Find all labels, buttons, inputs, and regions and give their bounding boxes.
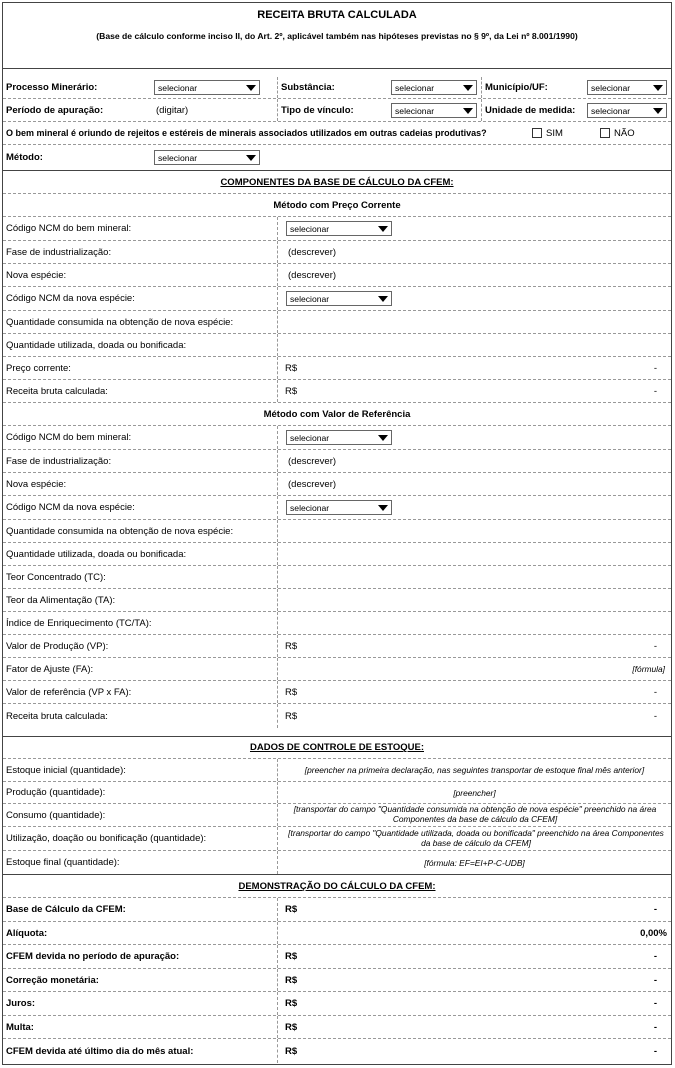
vr-teor-tc-row bbox=[3, 566, 671, 589]
vr-indice-label: Índice de Enriquecimento (TC/TA): bbox=[6, 617, 152, 629]
juros-currency: R$ bbox=[285, 998, 298, 1009]
cfem-atual-currency: R$ bbox=[285, 1045, 298, 1057]
pc-ncm-nova-row bbox=[3, 287, 671, 311]
chevron-down-icon bbox=[378, 435, 388, 441]
preco-corrente-heading: Método com Preço Corrente bbox=[273, 199, 401, 211]
estoque-producao-row bbox=[3, 782, 671, 804]
pc-ncm-nova-dropdown-value: selecionar bbox=[290, 293, 330, 304]
vr-fa-label: Fator de Ajuste (FA): bbox=[6, 663, 94, 675]
pc-ncm-label: Código NCM do bem mineral: bbox=[6, 223, 132, 234]
vr-nova-especie-row bbox=[3, 473, 671, 496]
vr-receita-value: - bbox=[653, 710, 657, 722]
pc-qtd-consumida-row bbox=[3, 311, 671, 334]
chevron-down-icon bbox=[378, 296, 388, 302]
chevron-down-icon bbox=[463, 85, 473, 91]
nao-option[interactable] bbox=[597, 122, 635, 144]
vr-ncm-dropdown-value: selecionar bbox=[290, 432, 330, 443]
cfem-devida-currency: R$ bbox=[285, 951, 298, 962]
juros-row bbox=[3, 992, 671, 1016]
estoque-consumo-label: Consumo (quantidade): bbox=[6, 809, 106, 821]
tipo-vinculo-dropdown[interactable] bbox=[391, 103, 477, 118]
pc-fase-row bbox=[3, 241, 671, 264]
vr-teor-ta-label: Teor da Alimentação (TA): bbox=[6, 594, 116, 606]
vr-vr-currency: R$ bbox=[285, 686, 298, 698]
vr-ncm-row bbox=[3, 426, 671, 450]
estoque-inicial-row bbox=[3, 759, 671, 782]
pc-receita-value: - bbox=[653, 385, 657, 397]
pc-ncm-dropdown[interactable] bbox=[286, 221, 392, 236]
metodo-dropdown-value: selecionar bbox=[158, 152, 198, 163]
processo-label: Processo Minerário: bbox=[6, 82, 98, 93]
chevron-down-icon bbox=[378, 226, 388, 232]
vr-receita-label: Receita bruta calculada: bbox=[6, 710, 108, 722]
estoque-utilizacao-row bbox=[3, 827, 671, 851]
identification-row-3 bbox=[3, 122, 671, 145]
vr-receita-currency: R$ bbox=[285, 710, 298, 722]
periodo-input[interactable]: (digitar) bbox=[156, 104, 189, 116]
estoque-heading-row bbox=[3, 737, 671, 759]
vr-fase-row bbox=[3, 450, 671, 473]
vr-ncm-dropdown[interactable] bbox=[286, 430, 392, 445]
pc-preco-label: Preço corrente: bbox=[6, 362, 71, 374]
vr-qtd-utilizada-row bbox=[3, 543, 671, 566]
identification-row-1 bbox=[3, 77, 671, 99]
unidade-dropdown-value: selecionar bbox=[591, 105, 631, 116]
vr-qtd-utilizada-label: Quantidade utilizada, doada ou bonificada: bbox=[6, 548, 187, 560]
chevron-down-icon bbox=[653, 85, 663, 91]
chevron-down-icon bbox=[246, 155, 256, 161]
correcao-value: - bbox=[653, 974, 657, 986]
pc-preco-row bbox=[3, 357, 671, 380]
chevron-down-icon bbox=[463, 108, 473, 114]
cfem-atual-value: - bbox=[653, 1045, 657, 1057]
unidade-dropdown[interactable] bbox=[587, 103, 667, 118]
substancia-label: Substância: bbox=[281, 82, 335, 93]
estoque-final-value: [fórmula: EF=EI+P-C-UDB] bbox=[424, 857, 525, 868]
vr-fase-label: Fase de industrialização: bbox=[6, 455, 112, 467]
unidade-label: Unidade de medida: bbox=[485, 104, 576, 116]
page-title: RECEITA BRUTA CALCULADA bbox=[257, 9, 417, 21]
pc-nova-especie-label: Nova espécie: bbox=[6, 269, 67, 281]
correcao-row bbox=[3, 969, 671, 992]
municipio-dropdown[interactable] bbox=[587, 80, 667, 95]
vr-receita-row bbox=[3, 704, 671, 728]
vr-nova-especie-input[interactable]: (descrever) bbox=[288, 478, 337, 490]
juros-label: Juros: bbox=[6, 998, 36, 1009]
cfem-devida-row bbox=[3, 945, 671, 969]
valor-referencia-heading-row bbox=[3, 403, 671, 426]
multa-value: - bbox=[653, 1021, 657, 1033]
pc-fase-label: Fase de industrialização: bbox=[6, 246, 112, 258]
correcao-label: Correção monetária: bbox=[6, 974, 99, 986]
multa-currency: R$ bbox=[285, 1021, 298, 1033]
chevron-down-icon bbox=[653, 108, 663, 114]
base-calculo-value: - bbox=[653, 904, 657, 915]
vr-indice-row bbox=[3, 612, 671, 635]
base-calculo-currency: R$ bbox=[285, 904, 298, 915]
cfem-devida-label: CFEM devida no período de apuração: bbox=[6, 951, 180, 962]
vr-nova-especie-label: Nova espécie: bbox=[6, 478, 67, 490]
vr-ncm-nova-label: Código NCM da nova espécie: bbox=[6, 502, 135, 513]
demonstracao-heading: DEMONSTRAÇÃO DO CÁLCULO DA CFEM: bbox=[238, 880, 436, 892]
estoque-heading: DADOS DE CONTROLE DE ESTOQUE: bbox=[249, 742, 424, 753]
pc-receita-label: Receita bruta calculada: bbox=[6, 385, 108, 397]
estoque-consumo-value: [transportar do campo "Quantidade consumida na obtenção de nova espécie" preenchido na área Componentes da base de cálculo da CFEM] bbox=[293, 804, 657, 824]
vr-teor-tc-label: Teor Concentrado (TC): bbox=[6, 571, 106, 583]
sim-checkbox[interactable] bbox=[532, 128, 542, 138]
estoque-final-label: Estoque final (quantidade): bbox=[6, 857, 120, 868]
pc-nova-especie-input[interactable]: (descrever) bbox=[288, 269, 337, 281]
metodo-label: Método: bbox=[6, 151, 43, 163]
vr-qtd-consumida-label: Quantidade consumida na obtenção de nova espécie: bbox=[6, 525, 234, 537]
vr-ncm-nova-dropdown[interactable] bbox=[286, 500, 392, 515]
processo-dropdown[interactable] bbox=[154, 80, 260, 95]
estoque-inicial-value: [preencher na primeira declaração, nas seguintes transportar de estoque final mês anterior] bbox=[304, 765, 645, 775]
estoque-utilizacao-label: Utilização, doação ou bonificação (quantidade): bbox=[6, 833, 207, 844]
pc-receita-currency: R$ bbox=[285, 385, 298, 397]
valor-referencia-heading: Método com Valor de Referência bbox=[263, 408, 411, 420]
pc-fase-input[interactable]: (descrever) bbox=[288, 246, 337, 258]
pc-preco-currency: R$ bbox=[285, 362, 298, 374]
municipio-label: Município/UF: bbox=[485, 82, 548, 93]
preco-corrente-heading-row bbox=[3, 194, 671, 217]
tipo-vinculo-dropdown-value: selecionar bbox=[395, 105, 435, 116]
vr-fa-row bbox=[3, 658, 671, 681]
estoque-section bbox=[3, 737, 671, 875]
receita-bruta-form bbox=[2, 2, 672, 1065]
vr-ncm-nova-row bbox=[3, 496, 671, 520]
estoque-final-row bbox=[3, 851, 671, 874]
multa-label: Multa: bbox=[6, 1021, 34, 1033]
aliquota-label: Alíquota: bbox=[6, 927, 48, 939]
componentes-heading: COMPONENTES DA BASE DE CÁLCULO DA CFEM: bbox=[220, 176, 454, 188]
vr-fa-value: [fórmula] bbox=[632, 664, 665, 674]
vr-vp-label: Valor de Produção (VP): bbox=[6, 640, 109, 652]
rejeitos-question: O bem mineral é oriundo de rejeitos e estéreis de minerais associados utilizados em outras cadeias produtivas? bbox=[6, 128, 487, 138]
sim-option[interactable] bbox=[529, 122, 563, 144]
vr-vp-row bbox=[3, 635, 671, 658]
estoque-inicial-label: Estoque inicial (quantidade): bbox=[6, 764, 126, 776]
pc-qtd-consumida-label: Quantidade consumida na obtenção de nova espécie: bbox=[6, 316, 234, 328]
juros-value: - bbox=[653, 998, 657, 1009]
componentes-section bbox=[3, 171, 671, 737]
estoque-producao-label: Produção (quantidade): bbox=[6, 787, 106, 798]
chevron-down-icon bbox=[378, 505, 388, 511]
nao-label: NÃO bbox=[614, 127, 635, 139]
vr-qtd-consumida-row bbox=[3, 520, 671, 543]
pc-ncm-nova-label: Código NCM da nova espécie: bbox=[6, 293, 135, 304]
pc-qtd-utilizada-label: Quantidade utilizada, doada ou bonificada: bbox=[6, 339, 187, 351]
nao-checkbox[interactable] bbox=[600, 128, 610, 138]
pc-ncm-row bbox=[3, 217, 671, 241]
metodo-dropdown[interactable] bbox=[154, 150, 260, 165]
base-calculo-row bbox=[3, 898, 671, 922]
pc-ncm-dropdown-value: selecionar bbox=[290, 223, 330, 234]
multa-row bbox=[3, 1016, 671, 1039]
municipio-dropdown-value: selecionar bbox=[591, 82, 631, 93]
identification-row-4 bbox=[3, 145, 671, 169]
pc-preco-value: - bbox=[653, 362, 657, 374]
demonstracao-section bbox=[3, 875, 671, 1065]
correcao-currency: R$ bbox=[285, 974, 298, 986]
tipo-vinculo-label: Tipo de vínculo: bbox=[281, 104, 354, 116]
pc-receita-row bbox=[3, 380, 671, 403]
vr-teor-ta-row bbox=[3, 589, 671, 612]
cfem-atual-label: CFEM devida até último dia do mês atual: bbox=[6, 1045, 194, 1057]
aliquota-row bbox=[3, 922, 671, 945]
chevron-down-icon bbox=[246, 85, 256, 91]
page-subtitle: (Base de cálculo conforme inciso II, do Art. 2º, aplicável também nas hipóteses previstas no § 9º, da Lei nº 8.001/1990) bbox=[96, 31, 578, 41]
sim-label: SIM bbox=[546, 127, 563, 139]
vr-ncm-nova-dropdown-value: selecionar bbox=[290, 502, 330, 513]
vr-vr-value: - bbox=[653, 686, 657, 698]
vr-fase-input[interactable]: (descrever) bbox=[288, 455, 337, 467]
form-header bbox=[3, 3, 671, 69]
pc-ncm-nova-dropdown[interactable] bbox=[286, 291, 392, 306]
processo-dropdown-value: selecionar bbox=[158, 82, 198, 93]
vr-vp-value: - bbox=[653, 640, 657, 652]
componentes-heading-row bbox=[3, 171, 671, 194]
substancia-dropdown-value: selecionar bbox=[395, 82, 435, 93]
vr-vr-row bbox=[3, 681, 671, 704]
identification-section bbox=[3, 69, 671, 171]
identification-row-2 bbox=[3, 99, 671, 122]
demonstracao-heading-row bbox=[3, 875, 671, 898]
cfem-atual-row bbox=[3, 1039, 671, 1063]
estoque-utilizacao-value: [transportar do campo "Quantidade utilizada, doada ou bonificada" preenchido na área Componentes da base de cálculo da CFEM] bbox=[288, 827, 664, 848]
substancia-dropdown[interactable] bbox=[391, 80, 477, 95]
vr-vp-currency: R$ bbox=[285, 640, 298, 652]
pc-qtd-utilizada-row bbox=[3, 334, 671, 357]
aliquota-value: 0,00% bbox=[640, 927, 667, 939]
periodo-label: Período de apuração: bbox=[6, 104, 104, 116]
estoque-consumo-row bbox=[3, 804, 671, 827]
base-calculo-label: Base de Cálculo da CFEM: bbox=[6, 904, 126, 915]
vr-vr-label: Valor de referência (VP x FA): bbox=[6, 686, 132, 698]
cfem-devida-value: - bbox=[653, 951, 657, 962]
estoque-producao-value: [preencher] bbox=[453, 787, 496, 798]
vr-ncm-label: Código NCM do bem mineral: bbox=[6, 432, 132, 443]
pc-nova-especie-row bbox=[3, 264, 671, 287]
